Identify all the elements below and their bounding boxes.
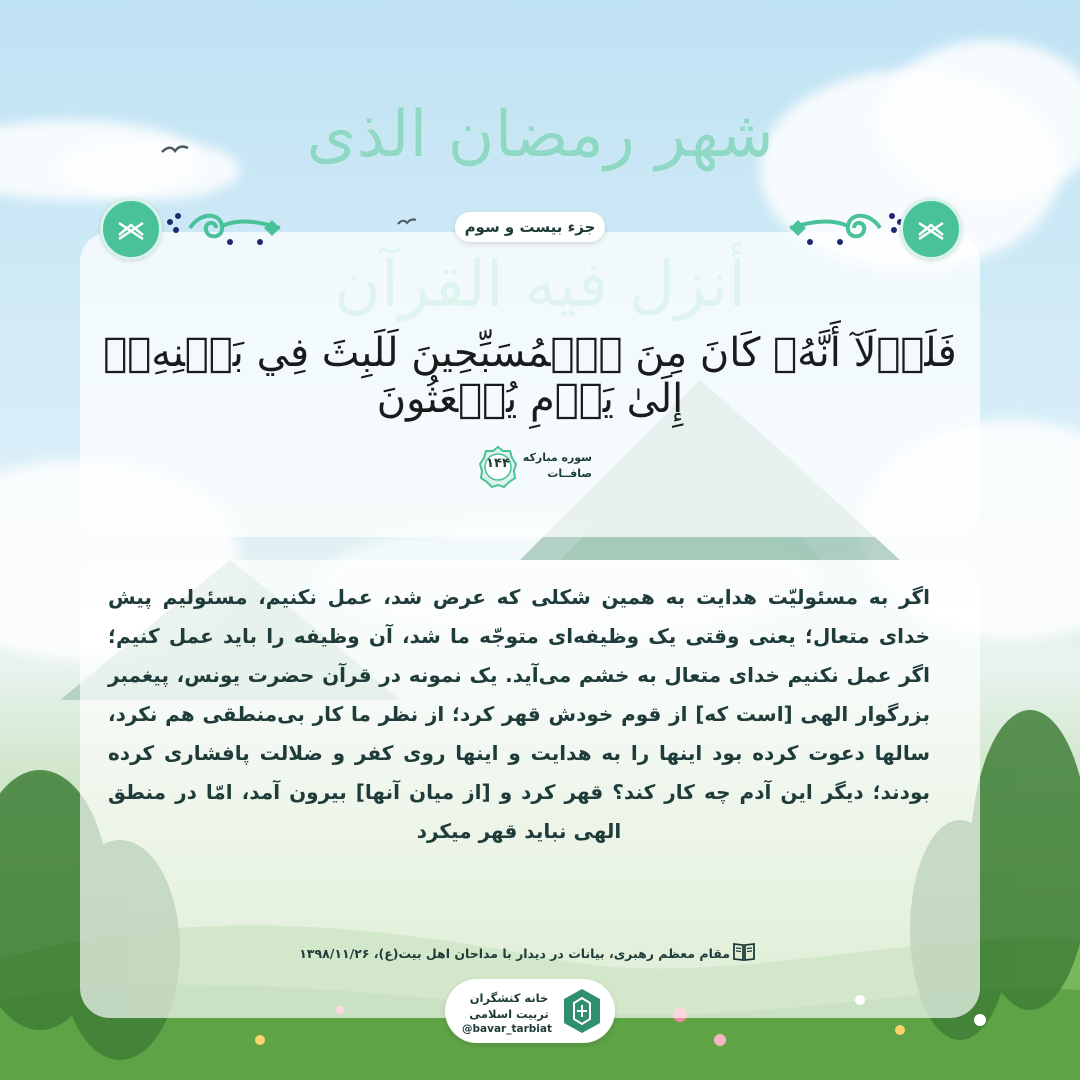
brand-logo-icon	[560, 987, 604, 1035]
quran-icon	[100, 198, 162, 260]
source-citation: مقام معظم رهبری، بیانات در دیدار با مداحان اهل بیت(ع)، ۱۳۹۸/۱۱/۲۶	[299, 946, 730, 961]
juz-label: جزء بیست و سوم	[455, 212, 605, 242]
brand-name	[462, 990, 556, 1022]
right-ornament	[780, 208, 910, 248]
body-paragraph: اگر به مسئولیّت هدایت به همین شکلی که عرض شد، عمل نکنیم، مسئولیم پیش خدای متعال؛ یعنی وقتی یک وظیفه‌ای متوجّه ما شد، آن وظیفه را باید عمل کنیم؛ اگر عمل نکنیم خدای متعال به خشم می‌آید. یک نمونه در قرآن حضرت یونس، پیغمبر بزرگوار الهی [است که] از قوم خودش قهر کرد؛ از نظر ما کار بی‌منطقی هم نکرد، سالها دعوت کرده بود اینها را به هدایت و اینها روی کفر و ضلالت پافشاری کرده بودند؛ دیگر این آدم چه کار کند؟ قهر کرد و [از میان آنها] بیرون آمد، امّا در منطق الهی نباید قهر میکرد	[108, 585, 930, 843]
brand-name-line1: خانه کنشگران	[469, 991, 549, 1005]
ayah-number: ۱۴۴	[486, 456, 510, 471]
quran-verse: فَلَوۡلَآ أَنَّهُۥ كَانَ مِنَ ٱلۡمُسَبِّحِينَ لَلَبِثَ فِي بَطۡنِهِۦٓ إِلَىٰ يَوۡمِ يُبۡعَثُونَ	[103, 330, 957, 422]
left-ornament	[160, 208, 290, 248]
bird-icon	[160, 142, 190, 158]
quran-icon	[900, 198, 962, 260]
surah-label	[522, 450, 592, 482]
book-icon	[732, 939, 756, 963]
surah-label-line1: سوره مبارکه	[522, 451, 592, 464]
brand-handle: @bavar_tarbiat	[462, 1023, 552, 1035]
calligraphy-title: شهر رمضان الذی	[306, 98, 774, 172]
brand-name-line2: تربیت اسلامی	[469, 1007, 549, 1021]
surah-label-line2: صافــات	[547, 467, 592, 480]
